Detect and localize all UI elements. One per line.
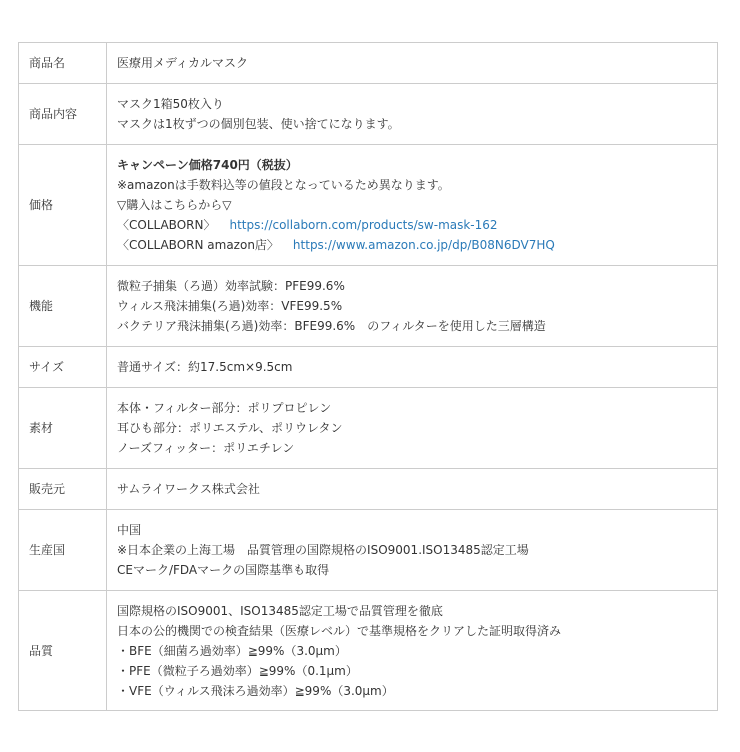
value-line: ・VFE（ウィルス飛沫ろ過効率）≧99%（3.0μm） bbox=[117, 683, 394, 698]
label-function: 機能 bbox=[19, 266, 107, 347]
row-seller bbox=[19, 469, 718, 510]
value-origin bbox=[107, 510, 718, 591]
store-name: 〈COLLABORN〉 bbox=[117, 218, 216, 232]
purchase-link-row bbox=[117, 215, 707, 235]
value-seller bbox=[107, 469, 718, 510]
collaborn-store-link[interactable]: https://collaborn.com/products/sw-mask-162 bbox=[229, 218, 498, 232]
label-seller: 販売元 bbox=[19, 469, 107, 510]
value-quality bbox=[107, 591, 718, 711]
row-price bbox=[19, 145, 718, 266]
store-name: 〈COLLABORN amazon店〉 bbox=[117, 238, 279, 252]
value-material bbox=[107, 388, 718, 469]
label-product-name: 商品名 bbox=[19, 43, 107, 84]
row-contents bbox=[19, 84, 718, 145]
row-size bbox=[19, 347, 718, 388]
label-size: サイズ bbox=[19, 347, 107, 388]
row-origin bbox=[19, 510, 718, 591]
value-line: 医療用メディカルマスク bbox=[117, 56, 249, 70]
value-line: 中国 bbox=[117, 523, 142, 537]
label-contents: 商品内容 bbox=[19, 84, 107, 145]
label-material: 素材 bbox=[19, 388, 107, 469]
value-line: 普通サイズ：約17.5cm×9.5cm bbox=[117, 360, 293, 374]
row-function bbox=[19, 266, 718, 347]
purchase-link-row bbox=[117, 235, 707, 255]
amazon-store-link[interactable]: https://www.amazon.co.jp/dp/B08N6DV7HQ bbox=[292, 238, 555, 252]
value-line: マスク1箱50枚入り bbox=[117, 97, 224, 111]
value-line: 国際規格のISO9001、ISO13485認定工場で品質管理を徹底 bbox=[117, 603, 443, 618]
value-line: ・PFE（微粒子ろ過効率）≧99%（0.1μm） bbox=[117, 663, 358, 678]
value-line: CEマーク/FDAマークの国際基準も取得 bbox=[117, 563, 330, 577]
value-line: ・BFE（細菌ろ過効率）≧99%（3.0μm） bbox=[117, 643, 347, 658]
value-line: 日本の公的機関での検査結果（医療レベル）で基準規格をクリアした証明取得済み bbox=[117, 623, 562, 638]
value-line: ▽購入はこちらから▽ bbox=[117, 198, 232, 212]
value-size bbox=[107, 347, 718, 388]
value-line: 耳ひも部分：ポリエステル、ポリウレタン bbox=[117, 421, 343, 435]
value-line: 微粒子捕集（ろ過）効率試験：PFE99.6% bbox=[117, 279, 345, 293]
value-price bbox=[107, 145, 718, 266]
value-function bbox=[107, 266, 718, 347]
value-line: サムライワークス株式会社 bbox=[117, 482, 260, 496]
row-material bbox=[19, 388, 718, 469]
value-product-name bbox=[107, 43, 718, 84]
label-price: 価格 bbox=[19, 145, 107, 266]
value-line: 本体・フィルター部分：ポリプロピレン bbox=[117, 401, 332, 415]
label-origin: 生産国 bbox=[19, 510, 107, 591]
value-line: ノーズフィッター：ポリエチレン bbox=[117, 441, 295, 455]
value-line: ※日本企業の上海工場 品質管理の国際規格のISO9001.ISO13485認定工場 bbox=[117, 543, 529, 557]
value-line: ウィルス飛沫捕集(ろ過)効率：VFE99.5% bbox=[117, 299, 343, 313]
label-quality: 品質 bbox=[19, 591, 107, 711]
campaign-price: キャンペーン価格740円（税抜） bbox=[117, 158, 298, 172]
product-spec-table bbox=[18, 42, 718, 711]
row-quality bbox=[19, 591, 718, 711]
value-contents bbox=[107, 84, 718, 145]
value-line: ※amazonは手数料込等の値段となっているため異なります。 bbox=[117, 178, 450, 192]
row-product-name bbox=[19, 43, 718, 84]
value-line: バクテリア飛沫捕集(ろ過)効率：BFE99.6% のフィルターを使用した三層構造 bbox=[117, 319, 546, 333]
value-line: マスクは1枚ずつの個別包装、使い捨てになります。 bbox=[117, 117, 400, 131]
